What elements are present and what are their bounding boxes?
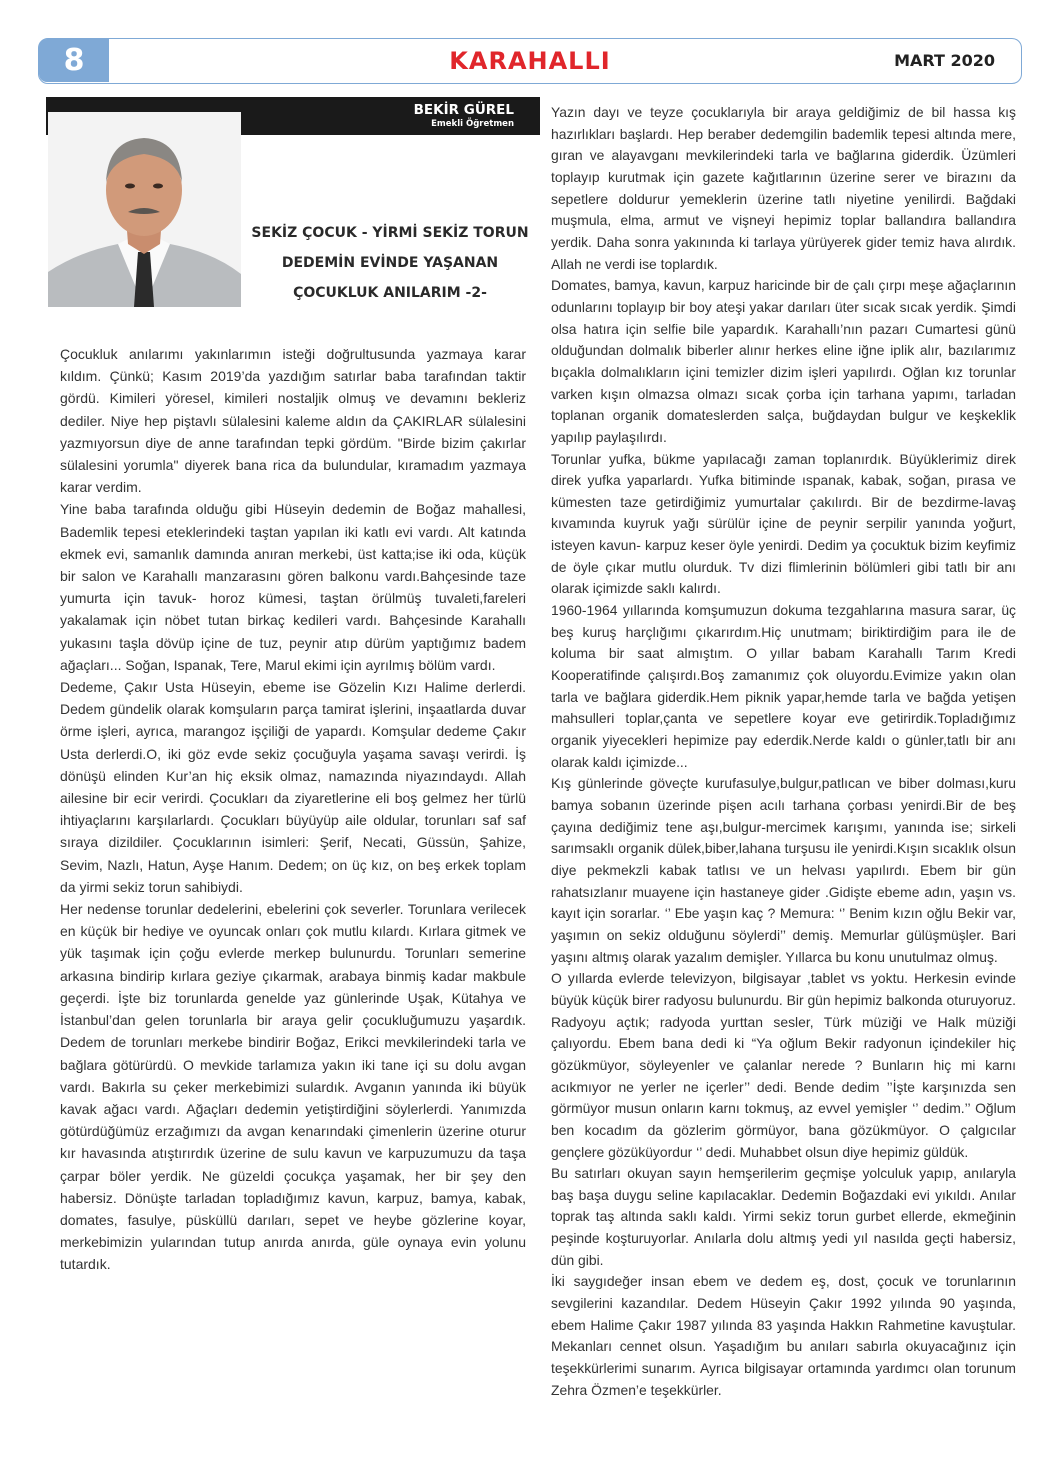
author-name: BEKİR GÜREL (413, 102, 514, 118)
paragraph: Bu satırları okuyan sayın hemşerilerim geçmişe yolculuk yapıp, anılaryla baş başa duygu seline kapılacaklar. Dedemin Boğazdaki evi yıkıldı. Anılar toprak taş altında saklı kaldı. Yirmi sekiz torun gurbet ellerde, ekmeğinin peşinde koşturuyorlar. Anılarla dolu altmış yedi yıl nasılda geçti habersiz, dün gibi. (551, 1165, 1016, 1268)
paragraph: O yıllarda evlerde televizyon, bilgisayar ,tablet vs yoktu. Herkesin evinde büyük küçük birer radyosu bulunurdu. Bir gün hepimiz balkonda oturuyoruz. Radyoyu açtık; radyoda yurttan sesler, Türk müziği ve Halk müziği çalıyordu. Ebem bana dedi ki “Ya oğlum Bekir radyonun içindekiler hiç gözükmüyor, söyleyenler ve çalanlar nerede ? Bunların hiç mi karnı acıkmıyor ne yerler ne içerler’’ dedi. Bende dedim ’’İşte karşınızda sen görmüyor musun onların karnı tokmuş, az evvel yemişler ‘’ dedim.’’ Oğlum ben kocadım da gözlerim görmüyor, bana gözükmüyor. O çalgıcılar gençlere gözüküyordur ‘’ dedi. Muhabbet olsun diye hepimiz güldük. (551, 970, 1016, 1160)
publication-name: KARAHALLI (449, 47, 611, 75)
title-line: ÇOCUKLUK ANILARIM -2- (293, 285, 487, 301)
title-line: DEDEMİN EVİNDE YAŞANAN (281, 255, 499, 271)
paragraph: Kış günlerinde göveçte kurufasulye,bulgur,patlıcan ve biber dolması,kuru bamya sobanın üzerinde pişen acılı tarhana çorbası yenirdi.Bir de beş çayına dediğimiz tene aşı,bulgur-mercimek karışımı, yanında ise; sirkeli sarımsaklı organik dülek,biber,lahana turşusu ile yenirdi.Kışın sıcaklık olsun diye pekmekzli kabak tatlısı ve un helvası yapılırdı. Ebem bir gün rahatsızlanır muayene için hastaneye gider .Gidişte ebeme adın, yaşın vs. kayıt için sorarlar. ‘’ Ebe yaşın kaç ? Memura: ‘’ Benim kızın oğlu Bekir var, yaşımın on sekiz olduğunu söylerdi’’ demiş. Memurlar gülüşmüşler. Bari yaşını altmış olarak yazalım demişler. Yıllarca bu konu unutulmaz olmuş. (551, 775, 1016, 965)
issue-date: MART 2020 (894, 51, 995, 70)
paragraph: Yine baba tarafında olduğu gibi Hüseyin dedemin de Boğaz mahallesi, Bademlik tepesi eteklerindeki taştan yapılan iki katlı evi vardı. Alt katında ekmek evi, samanlık damında anıran merkebi, üst katta;ise iki oda, küçük bir salon ve Karahallı manzarasını gören balkonu vardı.Bahçesinde taze yumurta için tavuk- horoz kümesi, taştan örülmüş tuvaleti,fareleri yakalamak için nöbet tutan birkaç kedileri vardı. Bahçesinde Karahallı yukasını taşla dövüp içine de tuz, peynir atıp dürüm yaptığımız badem ağaçları... Soğan, Ispanak, Tere, Marul ekimi için ayrılmış bölüm vardı. (60, 501, 526, 673)
author-photo (48, 112, 241, 307)
paragraph: Torunlar yufka, bükme yapılacağı zaman toplanırdık. Büyüklerimiz direk direk yufka yaparlardı. Yufka bitiminde ıspanak, kabak, soğan, pırasa ve kümesten taze getirdiğimiz yumurtalar çakılırdı. Bir de bezdirme-lavaş kıvamında kuyruk yağı sürülür içine de peynir serpilir yanında yoğurt, isteyen kavun- karpuz keser öyle yenirdi. Dedim ya çocuktuk bizim keyfimiz de öyle çıkar mutlu olurduk. Tv dizi flimlerinin bölümleri gibi tatlı bir anı olarak içimizde saklı kalırdı. (551, 450, 1016, 597)
paragraph: Her nedense torunlar dedelerini, ebelerini çok severler. Torunlara verilecek en küçük bir hediye ve oyuncak onları çok mutlu kılardı. Kırlara gitmek ve yük taşımak için çoğu evlerde merkep bulunurdu. Torunları semerine arkasına bindirip kırlara geziye çıkarmak, arabaya binmiş kadar makbule geçerdi. İşte biz torunlarda genelde yaz günlerinde Uşak, Kütahya ve İstanbul’dan gelen torunlarla bir araya gelir çocukluğumuzu yaşardık. Dedem de torunları merkebe bindirir Boğaz, Erikci mevkilerindeki tarla ve bağlara götürürdü. O mevkide tarlamıza yakın iki tane içi su dolu avgan vardı. Bakırla su çeker merkebimizi sulardık. Avganın yanında iki büyük kavak ağacı vardı. Ağaçları dedemin yetiştirdiğini söylerlerdi. Yanımızda götürdüğümüz erzağımızı da avgan kenarındaki çimenlerin üzerine oturur kır havasında atıştırırdık üzerine de sulu kavun ve karpuzumuzu da taşa çarpar böler yerdik. Ne güzeldi çocukça yaşamak, her bir şey den habersiz. Dönüşte tarladan topladığımız kavun, karpuz, bamya, kabak, domates, fasulye, püsküllü darıları, sepet ve heybe gözlerine koyar, merkebimizin yularından tutup anırda anırda, güle oynaya evin yolunu tutardık. (60, 901, 526, 1273)
article-column-left (60, 343, 526, 1276)
paragraph: Çocukluk anılarımı yakınlarımın isteği doğrultusunda yazmaya karar kıldım. Çünkü; Kasım 2019’da yazdığım satırlar baba tarafından taktir gördü. Kimileri yöresel, kimileri nostaljik olmuş ve devamını bekleriz dediler. Niye hep piştavlı sülalesini kaleme aldın da ÇAKIRLAR sülalesini yazmıyorsun diye de anne tarafından tepki gördüm. "Birde bizim çakırlar sülalesini yorumla" diyerek bana rica da bulundular, kıramadım yazmaya karar verdim. (60, 346, 526, 496)
article-title (245, 218, 535, 308)
paragraph: Yazın dayı ve teyze çocuklarıyla bir araya geldiğimiz de bil hassa kış hazırlıkları başlardı. Hep beraber dedemgilin bademlik tepesi altında mere, gıran ve alayavganı mevkilerindeki tarla ve bağlarına giderdik. Üzümleri toplayıp kurutmak için gazete kağıtlarının üzerine serer ve birazını da sepetlere doldurur yemeklerin üzerine tatlı niyetine yenilirdi. Bağdaki muşmula, elma, armut ve vişneyi hepimiz toplar ballandıra ballandıra yerdik. Daha sonra yakınında ki tarlaya yürüyerek gider temiz hava alırdık. Allah ne verdi ise toplardık. (551, 104, 1016, 272)
paragraph: 1960-1964 yıllarında komşumuzun dokuma tezgahlarına masura sarar, üç beş kuruş harçlığımı çıkarırdım.Hiç unutmam; biriktirdiğim para ile de koluma bir saat almıştım. O yıllar babam Karahallı Tarım Kredi Kooperatifinde çalışırdı.Boş zamanımız çok oluyordu.Evimize yakın olan tarla ve bağlara giderdik.Hem piknik yapar,hemde tarla ve bağda yetişen mahsulleri toplar,çanta ve sepetlere koyar eve getirirdik.Topladığımız organik yiyecekleri hepimize pay ederdik.Nerde kaldı o günler,tatlı bir anı olarak kaldı içimizde... (551, 602, 1016, 770)
page-number: 8 (39, 39, 109, 82)
page-header (38, 38, 1022, 84)
article-column-right (551, 102, 1016, 1401)
paragraph: İki saygıdeğer insan ebem ve dedem eş, dost, çocuk ve torunlarının sevgilerini kazandılar. Dedem Hüseyin Çakır 1992 yılında 90 yaşında, ebem Halime Çakır 1987 yılında 83 yaşında Hakkın Rahmetine kavuştular. Mekanları cennet olsun. Yaşadığım bu anıları sabırla okuyacağınız için teşekkürlerimi sunarım. Ayrıca bilgisayar ortamında yardımcı olan torunum Zehra Özmen’e teşekkürler. (551, 1273, 1016, 1398)
paragraph: Domates, bamya, kavun, karpuz haricinde bir de çalı çırpı meşe ağaçlarının odunlarını toplayıp bir boy ateşi yakar darıları üter sıcak sıcak yerdik. Şimdi olsa hatıra için selfie bile yapardık. Karahallı’nın pazarı Cumartesi günü olduğundan dolmalık biberler alınır herkes eline iğne iplik alır, bazılarımız bıçakla dolmalıkların içini temizler dizim işleri yapılırdı. Oğlan kız torunlar varken kışın olmazsa olmazı sıcak çorba için tarhana yapımı, tarladan toplanan organik domateslerden salça, buğdaydan bulgur ve keşkeklik yapılıp paylaşılırdı. (551, 277, 1016, 445)
title-line: SEKİZ ÇOCUK - YİRMİ SEKİZ TORUN (251, 225, 529, 241)
author-role: Emekli Öğretmen (431, 119, 514, 129)
paragraph: Dedeme, Çakır Usta Hüseyin, ebeme ise Gözelin Kızı Halime derlerdi. Dedem gündelik olarak komşuların parça tamirat işlerini, inşaatlarda duvar örme işleri, ayrıca, marangoz işçiliği de yapardı. Komşular dedeme Çakır Usta derlerdi.O, iki göz evde sekiz çocuğuyla yaşama savaşı verirdi. İş dönüşü elinden Kur’an hiç eksik olmaz, namazında niyazındaydı. Allah ailesine bir ecir verirdi. Çocukları da ziyaretlerine eli boş gelmez her türlü ihtiyaçlarını karşılarlardı. Çocukları büyüyüp aile oldular, torunları saf saf sıraya dizildiler. Çocuklarının isimleri: Şerif, Necati, Güssün, Şahize, Sevim, Nazlı, Hatun, Ayşe Hanım. Dedem; on üç kız, on beş erkek toplam da yirmi sekiz torun sahibiydi. (60, 679, 526, 895)
